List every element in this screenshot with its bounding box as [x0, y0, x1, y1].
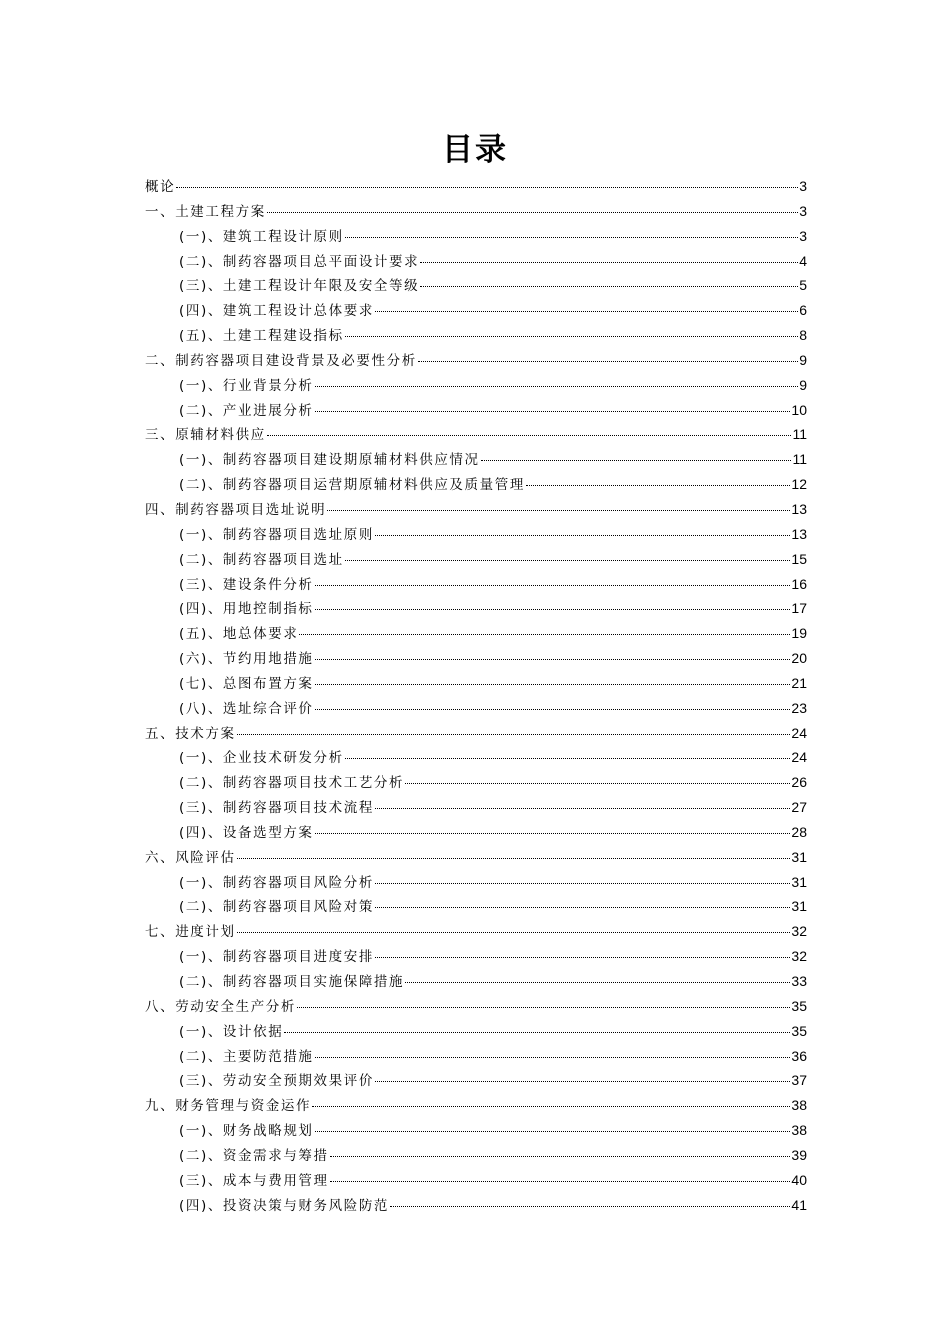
- toc-subsection-entry[interactable]: [145, 547, 807, 572]
- toc-subsection-entry[interactable]: [145, 1019, 807, 1044]
- toc-entry-label: (二)、产业进展分析: [179, 402, 314, 419]
- toc-subsection-entry[interactable]: [145, 969, 807, 994]
- toc-dot-leader: [375, 311, 798, 312]
- toc-entry-label: (一)、建筑工程设计原则: [179, 228, 344, 245]
- toc-entry-label: 七、进度计划: [145, 924, 236, 941]
- toc-entry-page-number: 35: [791, 1022, 807, 1039]
- toc-entry-page-number: 3: [799, 178, 807, 194]
- toc-dot-leader: [375, 957, 790, 958]
- toc-dot-leader: [375, 1081, 790, 1082]
- toc-entry-label: (三)、劳动安全预期效果评价: [179, 1073, 374, 1090]
- toc-entry-page-number: 31: [791, 848, 807, 865]
- toc-entry-page-number: 20: [791, 650, 807, 667]
- toc-entry-label: (三)、制药容器项目技术流程: [179, 800, 374, 817]
- toc-entry-page-number: 23: [791, 699, 807, 716]
- toc-entry-page-number: 16: [791, 575, 807, 592]
- toc-dot-leader: [315, 709, 791, 710]
- toc-subsection-entry[interactable]: [145, 249, 807, 274]
- toc-entry-label: (一)、设计依据: [179, 1023, 284, 1040]
- toc-entry-label: (五)、地总体要求: [179, 626, 299, 643]
- toc-subsection-entry[interactable]: [145, 621, 807, 646]
- toc-entry-page-number: 33: [791, 973, 807, 989]
- toc-subsection-entry[interactable]: [145, 472, 807, 497]
- toc-subsection-entry[interactable]: [145, 671, 807, 696]
- toc-entry-label: (二)、制药容器项目运营期原辅材料供应及质量管理: [179, 477, 525, 494]
- toc-title: 目录: [442, 132, 508, 168]
- toc-section-entry[interactable]: [145, 919, 807, 944]
- toc-entry-page-number: 21: [791, 674, 807, 691]
- toc-entry-page-number: 6: [799, 302, 807, 319]
- toc-dot-leader: [297, 1007, 790, 1008]
- toc-subsection-entry[interactable]: [145, 795, 807, 820]
- toc-entry-label: (一)、企业技术研发分析: [179, 750, 344, 767]
- toc-entry-page-number: 26: [791, 774, 807, 791]
- toc-dot-leader: [418, 361, 798, 362]
- toc-subsection-entry[interactable]: [145, 373, 807, 398]
- toc-entry-page-number: 35: [791, 997, 807, 1014]
- toc-dot-leader: [330, 1156, 791, 1157]
- toc-subsection-entry[interactable]: [145, 323, 807, 348]
- toc-subsection-entry[interactable]: [145, 820, 807, 845]
- toc-entry-label: 一、土建工程方案: [145, 203, 266, 220]
- toc-dot-leader: [526, 485, 790, 486]
- toc-entry-page-number: 31: [791, 873, 807, 890]
- table-of-contents: [145, 174, 807, 1217]
- toc-entry-label: (二)、制药容器项目总平面设计要求: [179, 253, 420, 270]
- toc-entry-page-number: 32: [791, 923, 807, 940]
- toc-dot-leader: [315, 386, 799, 387]
- toc-entry-page-number: 39: [791, 1146, 807, 1163]
- toc-dot-leader: [375, 883, 790, 884]
- toc-entry-label: (二)、主要防范措施: [179, 1048, 314, 1065]
- toc-section-entry[interactable]: [145, 1093, 807, 1118]
- toc-dot-leader: [420, 262, 798, 263]
- toc-subsection-entry[interactable]: [145, 522, 807, 547]
- toc-entry-page-number: 19: [791, 625, 807, 642]
- toc-subsection-entry[interactable]: [145, 298, 807, 323]
- toc-dot-leader: [299, 634, 790, 635]
- toc-entry-label: (二)、制药容器项目风险对策: [179, 899, 374, 916]
- toc-entry-label: 九、财务管理与资金运作: [145, 1098, 312, 1115]
- toc-subsection-entry[interactable]: [145, 1143, 807, 1168]
- toc-entry-page-number: 8: [799, 327, 807, 344]
- toc-dot-leader: [237, 734, 791, 735]
- toc-entry-label: 三、原辅材料供应: [145, 427, 266, 444]
- toc-entry-page-number: 24: [791, 724, 807, 741]
- toc-dot-leader: [315, 659, 791, 660]
- toc-dot-leader: [420, 286, 798, 287]
- toc-entry-label: 八、劳动安全生产分析: [145, 998, 296, 1015]
- toc-dot-leader: [345, 758, 791, 759]
- toc-subsection-entry[interactable]: [145, 398, 807, 423]
- toc-entry-label: (六)、节约用地措施: [179, 651, 314, 668]
- toc-dot-leader: [330, 1181, 791, 1182]
- toc-dot-leader: [345, 237, 798, 238]
- toc-subsection-entry[interactable]: [145, 944, 807, 969]
- toc-entry-label: (一)、制药容器项目选址原则: [179, 526, 374, 543]
- toc-dot-leader: [284, 1032, 790, 1033]
- toc-dot-leader: [345, 336, 798, 337]
- toc-entry-page-number: 3: [799, 202, 807, 219]
- toc-dot-leader: [267, 212, 798, 213]
- toc-entry-page-number: 4: [799, 252, 807, 269]
- toc-dot-leader: [315, 1057, 791, 1058]
- toc-entry-page-number: 11: [792, 451, 807, 468]
- toc-dot-leader: [315, 609, 791, 610]
- toc-entry-page-number: 15: [791, 550, 807, 567]
- toc-entry-label: 二、制药容器项目建设背景及必要性分析: [145, 352, 417, 369]
- toc-entry-page-number: 9: [799, 351, 807, 368]
- toc-dot-leader: [405, 783, 790, 784]
- toc-subsection-entry[interactable]: [145, 596, 807, 621]
- toc-entry-page-number: 38: [791, 1122, 807, 1139]
- toc-dot-leader: [345, 560, 791, 561]
- toc-dot-leader: [390, 1206, 790, 1207]
- toc-entry-page-number: 41: [791, 1196, 807, 1213]
- toc-entry-page-number: 36: [791, 1047, 807, 1064]
- toc-entry-page-number: 12: [791, 476, 807, 493]
- toc-entry-page-number: 40: [791, 1171, 807, 1188]
- toc-entry-label: (一)、制药容器项目建设期原辅材料供应情况: [179, 452, 480, 469]
- toc-entry-page-number: 31: [791, 898, 807, 915]
- toc-subsection-entry[interactable]: [145, 1193, 807, 1218]
- toc-entry-page-number: 32: [791, 948, 807, 965]
- toc-entry-page-number: 24: [791, 749, 807, 766]
- toc-dot-leader: [315, 411, 791, 412]
- toc-entry-page-number: 38: [791, 1097, 807, 1114]
- toc-dot-leader: [315, 585, 791, 586]
- toc-entry-page-number: 5: [799, 277, 807, 294]
- toc-dot-leader: [315, 684, 791, 685]
- toc-entry-page-number: 27: [791, 799, 807, 816]
- toc-entry-label: (四)、投资决策与财务风险防范: [179, 1197, 390, 1214]
- toc-entry-label: (一)、制药容器项目进度安排: [179, 949, 374, 966]
- toc-dot-leader: [237, 932, 791, 933]
- toc-entry-label: (五)、土建工程建设指标: [179, 328, 344, 345]
- toc-entry-label: (四)、设备选型方案: [179, 824, 314, 841]
- toc-entry-page-number: 13: [791, 525, 807, 542]
- toc-entry-page-number: 3: [799, 227, 807, 244]
- toc-entry-label: (三)、成本与费用管理: [179, 1172, 329, 1189]
- toc-section-entry[interactable]: [145, 994, 807, 1019]
- toc-entry-label: (三)、土建工程设计年限及安全等级: [179, 278, 420, 295]
- toc-entry-label: (二)、制药容器项目选址: [179, 551, 344, 568]
- toc-subsection-entry[interactable]: [145, 1118, 807, 1143]
- toc-entry-label: (二)、资金需求与筹措: [179, 1147, 329, 1164]
- toc-subsection-entry[interactable]: [145, 572, 807, 597]
- toc-entry-label: (一)、制药容器项目风险分析: [179, 874, 374, 891]
- toc-entry-page-number: 10: [791, 401, 807, 418]
- toc-dot-leader: [375, 535, 790, 536]
- toc-section-entry[interactable]: [145, 348, 807, 373]
- toc-subsection-entry[interactable]: [145, 1044, 807, 1069]
- toc-entry-page-number: 13: [791, 500, 807, 517]
- toc-entry-label: (八)、选址综合评价: [179, 700, 314, 717]
- toc-dot-leader: [405, 982, 790, 983]
- toc-entry-page-number: 11: [792, 426, 807, 443]
- toc-entry-label: (四)、建筑工程设计总体要求: [179, 303, 374, 320]
- toc-subsection-entry[interactable]: [145, 224, 807, 249]
- toc-dot-leader: [375, 907, 790, 908]
- toc-section-entry[interactable]: [145, 422, 807, 447]
- toc-subsection-entry[interactable]: [145, 447, 807, 472]
- toc-subsection-entry[interactable]: [145, 894, 807, 919]
- toc-dot-leader: [315, 1131, 791, 1132]
- toc-entry-label: 概论: [145, 179, 176, 195]
- toc-entry-label: 六、风险评估: [145, 849, 236, 866]
- toc-entry-label: 四、制药容器项目选址说明: [145, 501, 327, 518]
- toc-dot-leader: [176, 187, 798, 188]
- toc-subsection-entry[interactable]: [145, 870, 807, 895]
- toc-entry-label: (一)、财务战略规划: [179, 1123, 314, 1140]
- toc-subsection-entry[interactable]: [145, 1168, 807, 1193]
- toc-entry-label: 五、技术方案: [145, 725, 236, 742]
- toc-dot-leader: [327, 510, 790, 511]
- toc-entry-page-number: 28: [791, 823, 807, 840]
- toc-dot-leader: [267, 435, 792, 436]
- toc-dot-leader: [312, 1106, 790, 1107]
- toc-entry-label: (七)、总图布置方案: [179, 675, 314, 692]
- toc-section-entry[interactable]: [145, 174, 807, 199]
- toc-section-entry[interactable]: [145, 845, 807, 870]
- toc-dot-leader: [237, 858, 791, 859]
- toc-section-entry[interactable]: [145, 199, 807, 224]
- toc-subsection-entry[interactable]: [145, 1068, 807, 1093]
- toc-entry-label: (一)、行业背景分析: [179, 377, 314, 394]
- toc-subsection-entry[interactable]: [145, 696, 807, 721]
- toc-subsection-entry[interactable]: [145, 273, 807, 298]
- toc-entry-page-number: 37: [791, 1072, 807, 1089]
- toc-section-entry[interactable]: [145, 721, 807, 746]
- toc-section-entry[interactable]: [145, 497, 807, 522]
- toc-entry-page-number: 17: [791, 600, 807, 617]
- toc-entry-label: (二)、制药容器项目技术工艺分析: [179, 775, 405, 792]
- toc-subsection-entry[interactable]: [145, 745, 807, 770]
- toc-subsection-entry[interactable]: [145, 646, 807, 671]
- toc-subsection-entry[interactable]: [145, 770, 807, 795]
- toc-entry-page-number: 9: [799, 376, 807, 393]
- toc-dot-leader: [375, 808, 790, 809]
- toc-entry-label: (四)、用地控制指标: [179, 601, 314, 618]
- toc-entry-label: (三)、建设条件分析: [179, 576, 314, 593]
- toc-entry-label: (二)、制药容器项目实施保障措施: [179, 974, 405, 990]
- toc-dot-leader: [315, 833, 791, 834]
- toc-dot-leader: [481, 460, 792, 461]
